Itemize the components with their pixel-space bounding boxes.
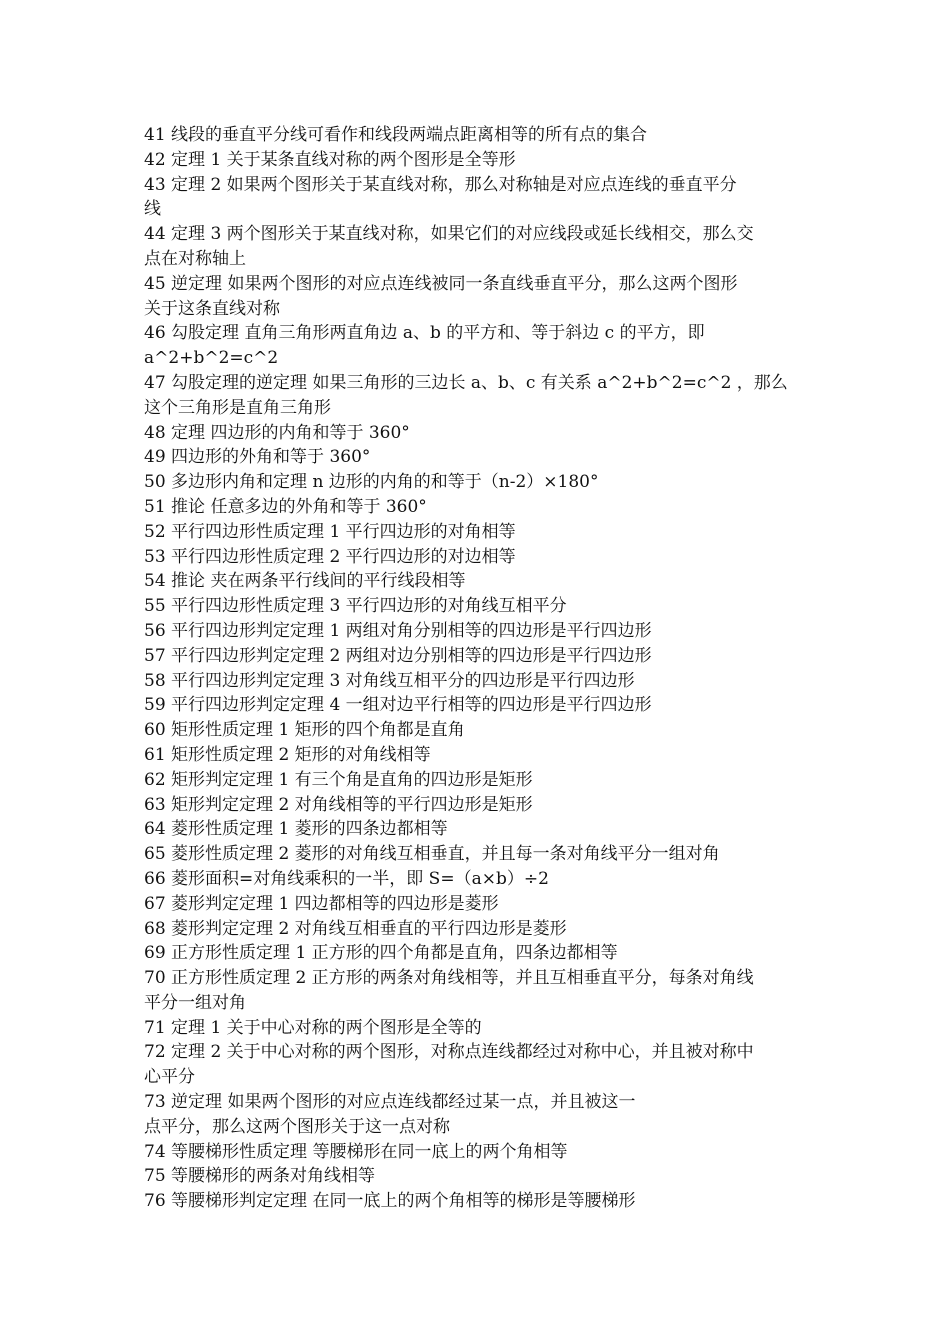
text-line: 46 勾股定理 直角三角形两直角边 a、b 的平方和、等于斜边 c 的平方，即 bbox=[144, 323, 705, 344]
text-line: 44 定理 3 两个图形关于某直线对称，如果它们的对应线段或延长线相交，那么交 bbox=[144, 224, 754, 245]
text-line: 41 线段的垂直平分线可看作和线段两端点距离相等的所有点的集合 bbox=[144, 125, 648, 145]
text-line: 76 等腰梯形判定定理 在同一底上的两个角相等的梯形是等腰梯形 bbox=[144, 1191, 636, 1212]
text-line: 54 推论 夹在两条平行线间的平行线段相等 bbox=[144, 571, 466, 592]
text-line: 45 逆定理 如果两个图形的对应点连线被同一条直线垂直平分，那么这两个图形 bbox=[144, 273, 738, 294]
text-line: 70 正方形性质定理 2 正方形的两条对角线相等，并且互相垂直平分，每条对角线 bbox=[144, 968, 754, 989]
text-line: a^2+b^2=c^2 bbox=[144, 348, 279, 369]
text-line: 平分一组对角 bbox=[144, 992, 246, 1013]
text-line: 49 四边形的外角和等于 360° bbox=[144, 447, 371, 468]
text-line: 67 菱形判定定理 1 四边都相等的四边形是菱形 bbox=[144, 893, 499, 914]
text-line: 点在对称轴上 bbox=[144, 248, 246, 269]
text-line: 42 定理 1 关于某条直线对称的两个图形是全等形 bbox=[144, 149, 516, 170]
text-line: 48 定理 四边形的内角和等于 360° bbox=[144, 422, 410, 443]
text-line: 62 矩形判定定理 1 有三个角是直角的四边形是矩形 bbox=[144, 769, 533, 790]
text-line: 57 平行四边形判定定理 2 两组对边分别相等的四边形是平行四边形 bbox=[144, 645, 652, 666]
text-line: 关于这条直线对称 bbox=[144, 298, 280, 319]
text-line: 66 菱形面积=对角线乘积的一半，即 S=（a×b）÷2 bbox=[144, 868, 549, 889]
text-line: 68 菱形判定定理 2 对角线互相垂直的平行四边形是菱形 bbox=[144, 918, 567, 939]
text-line: 这个三角形是直角三角形 bbox=[144, 397, 331, 418]
document-page bbox=[144, 123, 816, 1214]
text-line: 56 平行四边形判定定理 1 两组对角分别相等的四边形是平行四边形 bbox=[144, 620, 652, 641]
text-line: 50 多边形内角和定理 n 边形的内角的和等于（n-2）×180° bbox=[144, 472, 599, 493]
text-line: 59 平行四边形判定定理 4 一组对边平行相等的四边形是平行四边形 bbox=[144, 695, 652, 716]
text-line: 60 矩形性质定理 1 矩形的四个角都是直角 bbox=[144, 720, 465, 741]
text-line: 58 平行四边形判定定理 3 对角线互相平分的四边形是平行四边形 bbox=[144, 670, 635, 691]
text-line: 73 逆定理 如果两个图形的对应点连线都经过某一点，并且被这一 bbox=[144, 1092, 636, 1113]
text-line: 75 等腰梯形的两条对角线相等 bbox=[144, 1166, 376, 1187]
text-line: 47 勾股定理的逆定理 如果三角形的三边长 a、b、c 有关系 a^2+b^2=c^2 ，那么 bbox=[144, 372, 788, 393]
text-line: 55 平行四边形性质定理 3 平行四边形的对角线互相平分 bbox=[144, 596, 567, 617]
text-line: 74 等腰梯形性质定理 等腰梯形在同一底上的两个角相等 bbox=[144, 1141, 568, 1162]
text-line: 61 矩形性质定理 2 矩形的对角线相等 bbox=[144, 744, 431, 765]
text-line: 心平分 bbox=[144, 1067, 195, 1088]
text-line: 53 平行四边形性质定理 2 平行四边形的对边相等 bbox=[144, 546, 516, 567]
text-line: 51 推论 任意多边的外角和等于 360° bbox=[144, 496, 427, 517]
text-line: 线 bbox=[144, 199, 161, 220]
text-line: 43 定理 2 如果两个图形关于某直线对称，那么对称轴是对应点连线的垂直平分 bbox=[144, 174, 737, 195]
text-line: 64 菱形性质定理 1 菱形的四条边都相等 bbox=[144, 819, 448, 840]
text-line: 71 定理 1 关于中心对称的两个图形是全等的 bbox=[144, 1017, 482, 1038]
text-line: 点平分，那么这两个图形关于这一点对称 bbox=[144, 1116, 450, 1137]
text-line: 72 定理 2 关于中心对称的两个图形，对称点连线都经过对称中心，并且被对称中 bbox=[144, 1042, 754, 1063]
text-line: 52 平行四边形性质定理 1 平行四边形的对角相等 bbox=[144, 521, 516, 542]
text-line: 63 矩形判定定理 2 对角线相等的平行四边形是矩形 bbox=[144, 794, 533, 815]
text-line: 69 正方形性质定理 1 正方形的四个角都是直角，四条边都相等 bbox=[144, 943, 618, 964]
text-line: 65 菱形性质定理 2 菱形的对角线互相垂直，并且每一条对角线平分一组对角 bbox=[144, 844, 720, 865]
